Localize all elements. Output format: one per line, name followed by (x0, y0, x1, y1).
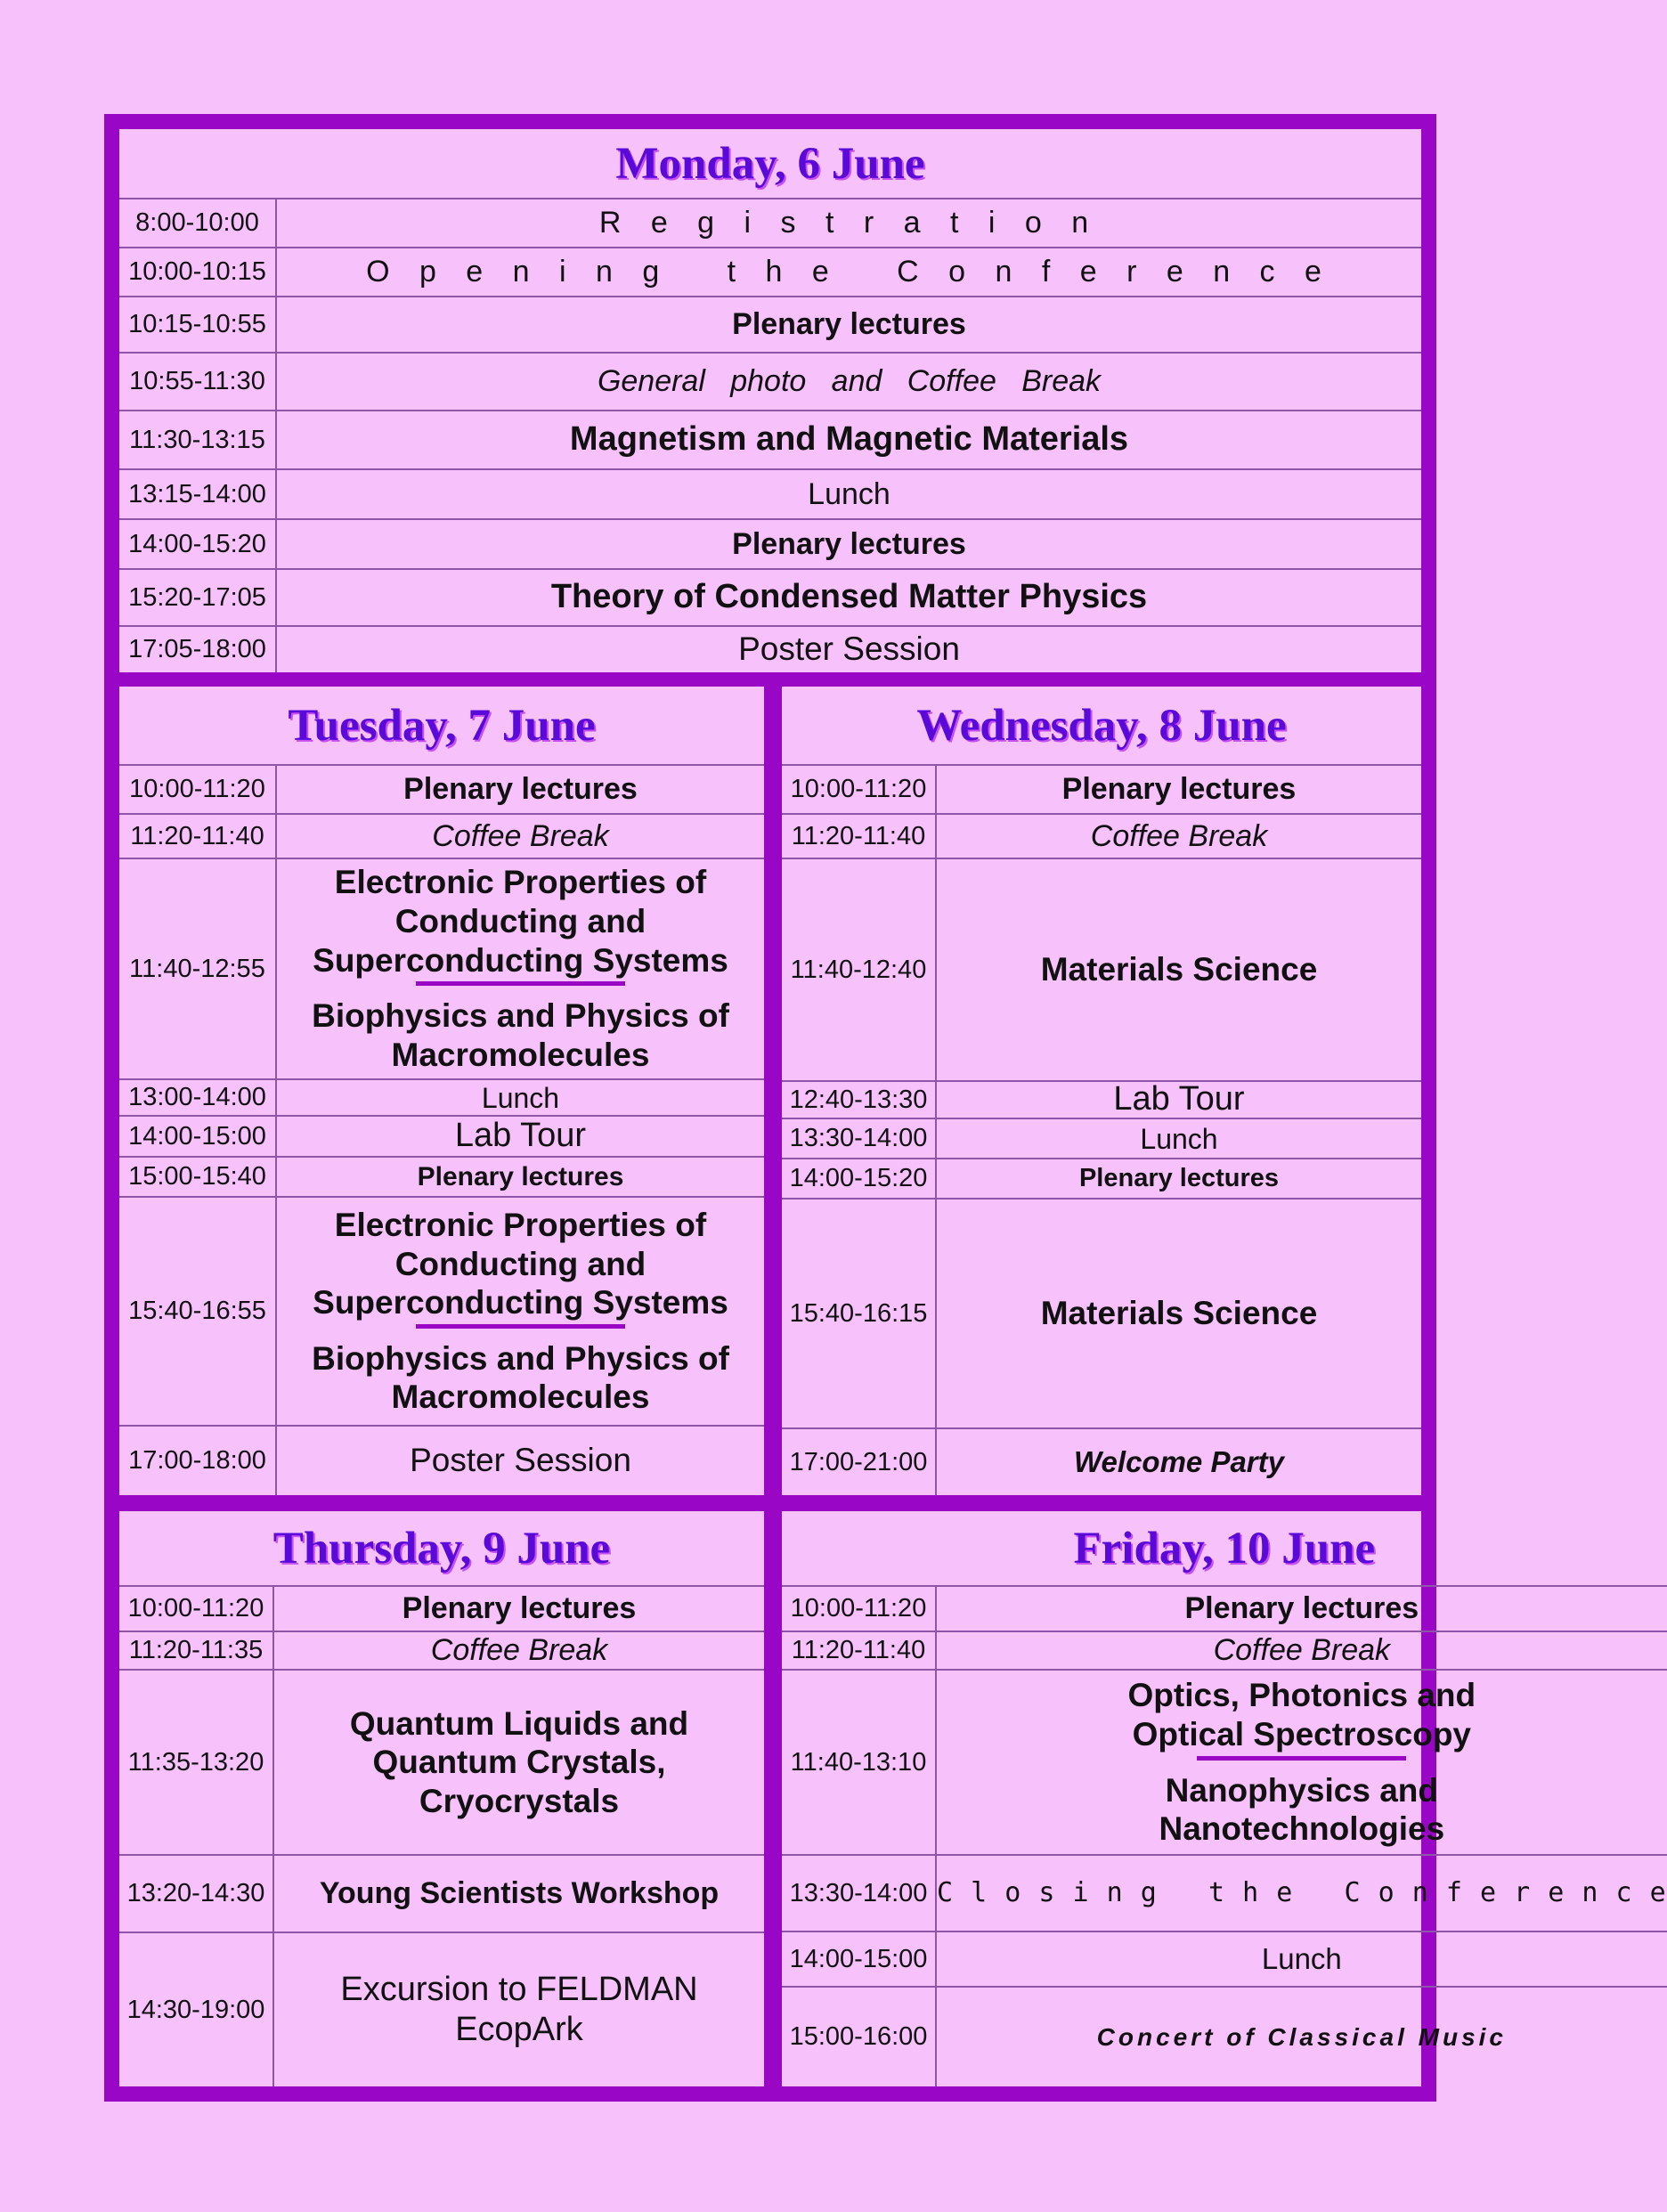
time-slot: 13:20-14:30 (119, 1856, 274, 1933)
session-divider (416, 1324, 625, 1329)
session-title: Biophysics and Physics of Macromolecules (312, 1339, 729, 1416)
session-divider (416, 981, 625, 986)
event-name: Concert of Classical Music (1096, 2023, 1507, 2051)
time-slot: 10:15-10:55 (119, 297, 277, 354)
time-slot: 15:20-17:05 (119, 570, 277, 627)
time-slot: 8:00-10:00 (119, 199, 277, 248)
thursday-panel (119, 1511, 764, 2086)
time-slot: 13:15-14:00 (119, 470, 277, 520)
event-name: Lunch (277, 1080, 764, 1117)
event-name: R e g i s t r a t i o n (277, 199, 1421, 248)
time-slot: 14:30-19:00 (119, 1933, 274, 2086)
event-name: Lunch (937, 1119, 1421, 1159)
time-slot: 11:40-12:40 (782, 859, 937, 1082)
time-slot: 14:00-15:00 (782, 1932, 937, 1988)
event-name: Excursion to FELDMAN EcopArk (340, 1971, 698, 2048)
time-slot: 14:00-15:20 (782, 1159, 937, 1200)
event-name: Quantum Liquids and Quantum Crystals, Cryocrystals (274, 1671, 764, 1856)
event-name (277, 859, 764, 1080)
event-name: Plenary lectures (277, 1158, 764, 1198)
event-name: Magnetism and Magnetic Materials (277, 411, 1421, 470)
day-title: Friday, 10 June (782, 1511, 1667, 1587)
session-divider (1197, 1756, 1406, 1761)
event-name: Coffee Break (937, 815, 1421, 859)
event-name (277, 1198, 764, 1427)
time-slot: 15:40-16:15 (782, 1200, 937, 1429)
event-name: Coffee Break (274, 1632, 764, 1671)
event-name: Plenary lectures (937, 766, 1421, 815)
session-title: Optics, Photonics and Optical Spectroscopy (1127, 1677, 1476, 1753)
event-name: Lab Tour (277, 1117, 764, 1158)
time-slot: 15:00-16:00 (782, 1988, 937, 2086)
time-slot: 11:40-12:55 (119, 859, 277, 1080)
time-slot: 11:20-11:40 (782, 1632, 937, 1671)
day-title: Wednesday, 8 June (782, 687, 1421, 766)
time-slot: 10:00-11:20 (119, 1587, 274, 1632)
time-slot: 17:00-21:00 (782, 1429, 937, 1495)
day-title: Tuesday, 7 June (119, 687, 764, 766)
time-slot: 10:00-11:20 (782, 766, 937, 815)
session-title: Biophysics and Physics of Macromolecules (312, 997, 729, 1073)
time-slot: 13:30-14:00 (782, 1856, 937, 1932)
day-title: Thursday, 9 June (119, 1511, 764, 1587)
event-name: Coffee Break (277, 815, 764, 859)
time-slot: 10:00-11:20 (782, 1587, 937, 1632)
session-title: Electronic Properties of Conducting and Superconducting Systems (313, 1206, 728, 1322)
time-slot: 11:20-11:35 (119, 1632, 274, 1671)
time-slot: 14:00-15:20 (119, 520, 277, 570)
event-name: Materials Science (937, 1200, 1421, 1429)
event-name: Plenary lectures (937, 1587, 1667, 1632)
friday-panel (782, 1511, 1667, 2086)
event-name: Plenary lectures (277, 297, 1421, 354)
time-slot: 13:00-14:00 (119, 1080, 277, 1117)
event-name: Theory of Condensed Matter Physics (277, 570, 1421, 627)
time-slot: 15:00-15:40 (119, 1158, 277, 1198)
event-name: Materials Science (937, 859, 1421, 1082)
event-name: Poster Session (410, 1442, 631, 1479)
time-slot: 11:35-13:20 (119, 1671, 274, 1856)
event-name: Plenary lectures (277, 520, 1421, 570)
time-slot: 14:00-15:00 (119, 1117, 277, 1158)
event-name: Poster Session (738, 630, 960, 668)
session-title: Nanophysics and Nanotechnologies (1159, 1771, 1445, 1848)
time-slot: 11:20-11:40 (119, 815, 277, 859)
event-name: General photo and Coffee Break (277, 354, 1421, 411)
event-name (937, 1671, 1667, 1856)
monday-panel (119, 129, 1421, 672)
day-title: Monday, 6 June (119, 129, 1421, 199)
schedule-frame (104, 114, 1667, 2102)
time-slot: 10:00-10:15 (119, 248, 277, 297)
time-slot: 10:00-11:20 (119, 766, 277, 815)
time-slot: 11:20-11:40 (782, 815, 937, 859)
event-name: Lunch (277, 470, 1421, 520)
time-slot: 11:40-13:10 (782, 1671, 937, 1856)
event-name: C l o s i n g t h e C o n f e r e n c e (937, 1856, 1667, 1932)
event-name: Lab Tour (937, 1082, 1421, 1119)
event-name: O p e n i n g t h e C o n f e r e n c e (277, 248, 1421, 297)
session-title: Electronic Properties of Conducting and Superconducting Systems (313, 864, 728, 979)
time-slot: 11:30-13:15 (119, 411, 277, 470)
event-name: Plenary lectures (937, 1159, 1421, 1200)
event-name: Plenary lectures (277, 766, 764, 815)
tuesday-panel (119, 687, 764, 1495)
event-name: Lunch (937, 1932, 1667, 1988)
event-name: Plenary lectures (274, 1587, 764, 1632)
time-slot: 13:30-14:00 (782, 1119, 937, 1159)
event-name: Young Scientists Workshop (274, 1856, 764, 1933)
time-slot: 17:05-18:00 (119, 627, 277, 672)
event-name: Coffee Break (937, 1632, 1667, 1671)
time-slot: 17:00-18:00 (119, 1427, 277, 1495)
wednesday-panel (782, 687, 1421, 1495)
time-slot: 12:40-13:30 (782, 1082, 937, 1119)
event-name: Welcome Party (1074, 1445, 1284, 1479)
time-slot: 15:40-16:55 (119, 1198, 277, 1427)
time-slot: 10:55-11:30 (119, 354, 277, 411)
